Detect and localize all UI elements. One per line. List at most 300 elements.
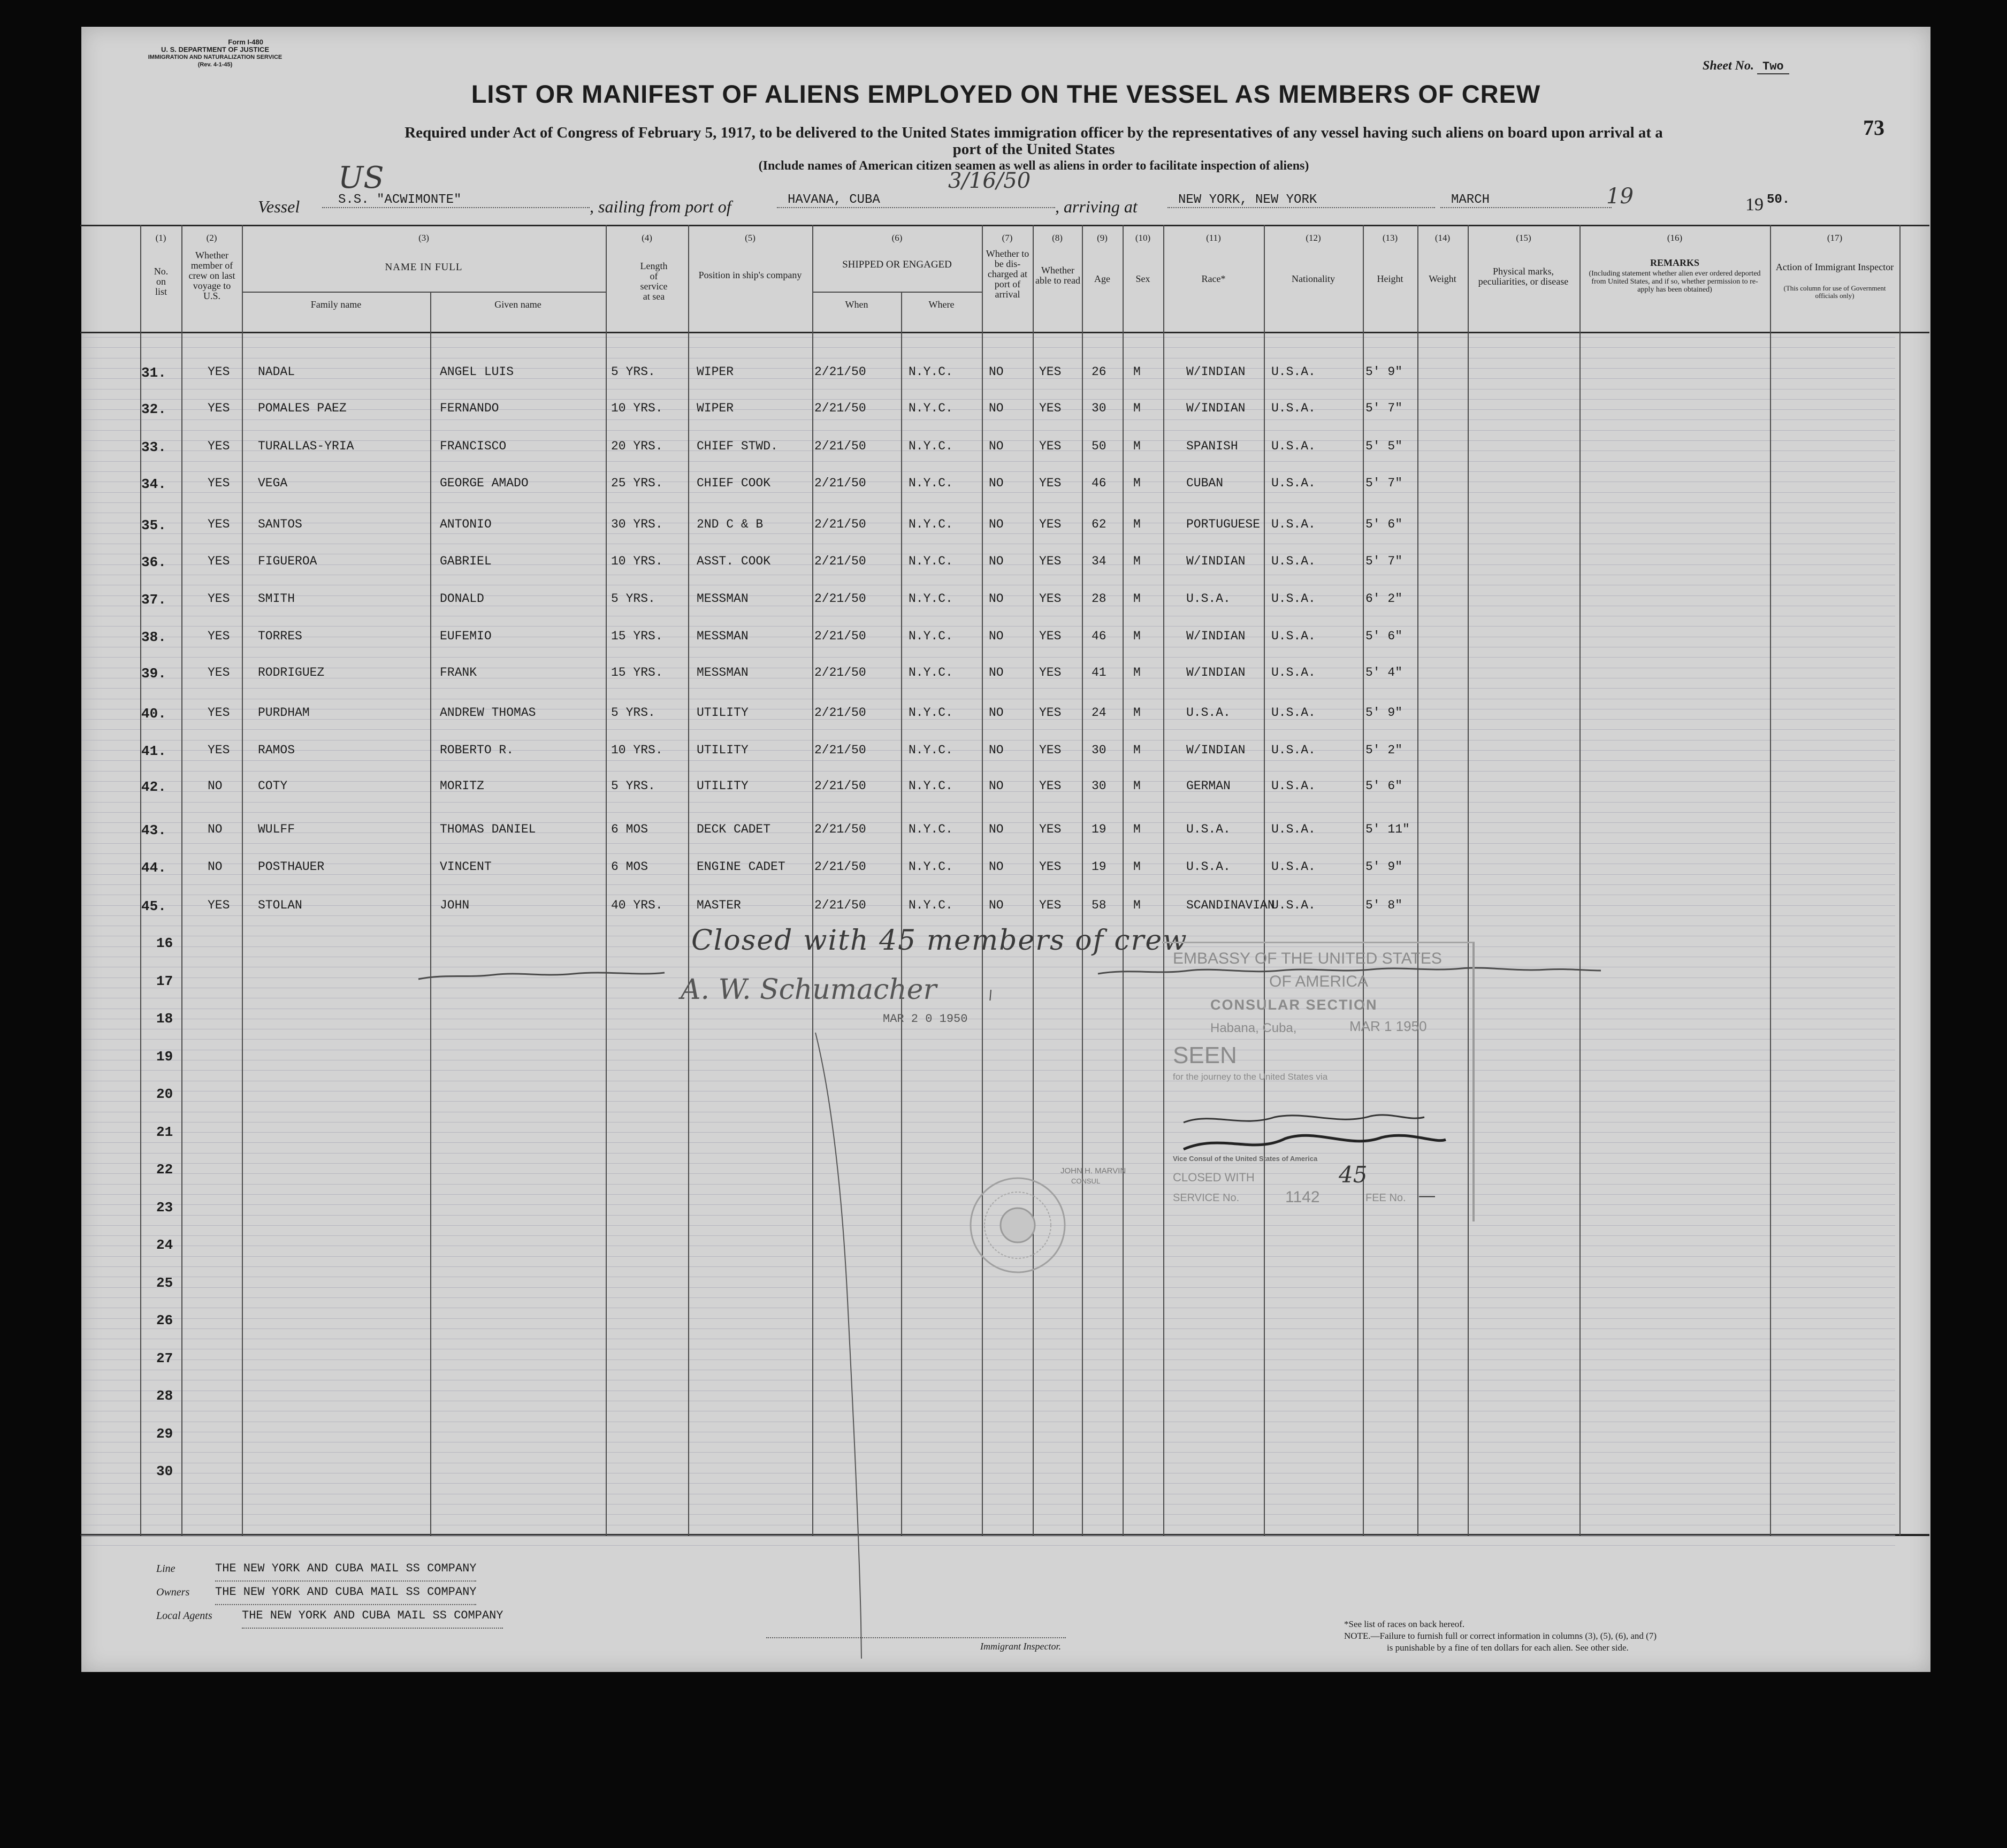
note-fine: NOTE.—Failure to furnish full or correct information in columns (3), (5), (6), and (7): [1344, 1631, 1657, 1641]
row-when: 2/21/50: [814, 706, 866, 720]
row-race: W/INDIAN: [1186, 743, 1246, 757]
row-sex: M: [1133, 898, 1141, 912]
ruled-line: [81, 791, 1895, 792]
header-length-of-service: Length of service at sea: [640, 261, 668, 302]
year-prefix: 19: [1745, 195, 1764, 215]
row-when: 2/21/50: [814, 898, 866, 912]
header-able-to-read: Whether able to read: [1035, 265, 1080, 286]
row-when: 2/21/50: [814, 401, 866, 415]
row-last: NO: [208, 860, 223, 874]
row-disch: NO: [989, 439, 1004, 453]
agents-label: Local Agents: [156, 1610, 212, 1622]
column-rule: [181, 225, 182, 1536]
column-rule: [1123, 225, 1124, 1536]
row-number: 27: [156, 1350, 173, 1366]
row-family: RODRIGUEZ: [258, 666, 325, 679]
row-last: YES: [208, 898, 230, 912]
row-where: N.Y.C.: [909, 476, 953, 490]
row-read: YES: [1039, 517, 1062, 531]
name-subheader-rule: [242, 292, 606, 293]
manifest-sheet: [81, 27, 1930, 1672]
row-where: N.Y.C.: [909, 592, 953, 606]
row-race: SPANISH: [1186, 439, 1238, 453]
stamp-service-label: SERVICE No.: [1173, 1192, 1240, 1204]
row-given: GABRIEL: [440, 554, 492, 568]
row-disch: NO: [989, 743, 1004, 757]
ruled-line: [81, 853, 1895, 854]
row-height: 5' 9": [1365, 860, 1403, 874]
row-when: 2/21/50: [814, 666, 866, 679]
column-rule: [982, 225, 983, 1536]
row-disch: NO: [989, 779, 1004, 793]
year-suffix: 50.: [1767, 193, 1790, 207]
header-given-name: Given name: [494, 299, 541, 310]
ruled-line: [81, 812, 1895, 813]
ruled-line: [81, 378, 1895, 379]
header-height: Height: [1377, 273, 1403, 284]
row-disch: NO: [989, 365, 1004, 379]
row-race: CUBAN: [1186, 476, 1224, 490]
ruled-line: [81, 1483, 1895, 1484]
ruled-line: [81, 419, 1895, 420]
row-age: 19: [1092, 822, 1106, 836]
header-when: When: [845, 299, 868, 310]
col-num: (6): [891, 233, 903, 243]
row-given: ANTONIO: [440, 517, 492, 531]
ruled-line: [81, 1163, 1895, 1164]
row-last: YES: [208, 365, 230, 379]
ruled-line: [81, 1132, 1895, 1133]
col-num: (8): [1052, 233, 1063, 243]
row-where: N.Y.C.: [909, 822, 953, 836]
row-sex: M: [1133, 439, 1141, 453]
row-read: YES: [1039, 554, 1062, 568]
row-last: YES: [208, 517, 230, 531]
stamp-line-3: CONSULAR SECTION: [1210, 997, 1378, 1013]
row-read: YES: [1039, 439, 1062, 453]
stamp-fee-value: —: [1419, 1187, 1435, 1204]
column-rule: [688, 225, 689, 1536]
row-height: 5' 4": [1365, 666, 1403, 679]
row-given: FRANCISCO: [440, 439, 507, 453]
row-given: MORITZ: [440, 779, 484, 793]
column-rule: [140, 225, 141, 1536]
row-sex: M: [1133, 860, 1141, 874]
row-service: 5 YRS.: [611, 592, 655, 606]
row-sex: M: [1133, 629, 1141, 643]
row-service: 6 MOS: [611, 860, 648, 874]
col-num: (12): [1306, 233, 1321, 243]
row-age: 50: [1092, 439, 1106, 453]
ruled-line: [81, 1153, 1895, 1154]
arrival-port: NEW YORK, NEW YORK: [1167, 193, 1435, 208]
row-read: YES: [1039, 629, 1062, 643]
row-where: N.Y.C.: [909, 365, 953, 379]
row-last: YES: [208, 439, 230, 453]
row-number: 16: [156, 935, 173, 951]
row-nat: U.S.A.: [1271, 629, 1316, 643]
row-given: VINCENT: [440, 860, 492, 874]
vessel-line: [258, 184, 1863, 219]
subtitle-line-1: Required under Act of Congress of February 5, 1917, to be delivered to the United States immigration officer by the representatives of any vessel having such aliens on board upon arrival at a: [405, 124, 1663, 141]
row-sex: M: [1133, 822, 1141, 836]
row-age: 24: [1092, 706, 1106, 720]
row-sex: M: [1133, 666, 1141, 679]
row-nat: U.S.A.: [1271, 743, 1316, 757]
row-number: 28: [156, 1388, 173, 1404]
inspector-pen-line: [810, 1033, 874, 1664]
ruled-line: [81, 822, 1895, 823]
ruled-line: [81, 564, 1895, 565]
column-rule: [1899, 225, 1901, 1536]
row-height: 5' 6": [1365, 517, 1403, 531]
ruled-line: [81, 1545, 1895, 1546]
row-height: 5' 9": [1365, 706, 1403, 720]
row-no: 39.: [141, 666, 166, 682]
column-rule: [606, 225, 607, 1536]
row-no: 34.: [141, 476, 166, 492]
row-no: 38.: [141, 629, 166, 645]
col-num: (15): [1516, 233, 1531, 243]
row-disch: NO: [989, 554, 1004, 568]
row-service: 5 YRS.: [611, 365, 655, 379]
row-when: 2/21/50: [814, 592, 866, 606]
row-nat: U.S.A.: [1271, 517, 1316, 531]
col-num: (14): [1434, 233, 1451, 243]
row-read: YES: [1039, 666, 1062, 679]
col-num: (10): [1135, 233, 1151, 243]
row-sex: M: [1133, 401, 1141, 415]
row-given: DONALD: [440, 592, 484, 606]
row-read: YES: [1039, 860, 1062, 874]
row-position: CHIEF STWD.: [697, 439, 778, 453]
row-where: N.Y.C.: [909, 860, 953, 874]
row-height: 5' 11": [1365, 822, 1410, 836]
row-family: TURALLAS-YRIA: [258, 439, 354, 453]
footer-line-row: [156, 1557, 638, 1580]
row-when: 2/21/50: [814, 365, 866, 379]
row-race: SCANDINAVIAN: [1186, 898, 1275, 912]
inspector-signature-line: [766, 1637, 1066, 1638]
row-nat: U.S.A.: [1271, 706, 1316, 720]
ruled-line: [81, 389, 1895, 390]
subtitle-line-3: (Include names of American citizen seamen as well as aliens in order to facilitate inspection of aliens): [758, 159, 1309, 173]
row-number: 21: [156, 1124, 173, 1140]
note-races: *See list of races on back hereof.: [1344, 1619, 1465, 1629]
row-height: 5' 8": [1365, 898, 1403, 912]
row-disch: NO: [989, 401, 1004, 415]
stamp-sig-line: Vice Consul of the United States of America: [1173, 1155, 1318, 1163]
row-age: 28: [1092, 592, 1106, 606]
column-rule: [242, 225, 243, 1536]
row-no: 31.: [141, 365, 166, 381]
row-sex: M: [1133, 476, 1141, 490]
row-no: 36.: [141, 554, 166, 570]
ruled-line: [81, 337, 1895, 338]
stamp-fee-label: FEE No.: [1365, 1192, 1406, 1204]
ruled-line: [81, 368, 1895, 369]
row-nat: U.S.A.: [1271, 666, 1316, 679]
ruled-line: [81, 595, 1895, 596]
col-num: (3): [418, 233, 429, 243]
row-race: U.S.A.: [1186, 706, 1231, 720]
ruled-line: [81, 1328, 1895, 1329]
ruled-line: [81, 1287, 1895, 1288]
row-position: DECK CADET: [697, 822, 771, 836]
row-no: 35.: [141, 517, 166, 533]
row-height: 5' 6": [1365, 779, 1403, 793]
row-race: U.S.A.: [1186, 860, 1231, 874]
row-service: 20 YRS.: [611, 439, 663, 453]
row-family: NADAL: [258, 365, 295, 379]
row-number: 25: [156, 1274, 173, 1291]
header-remarks: REMARKS: [1650, 257, 1699, 268]
row-height: 5' 7": [1365, 401, 1403, 415]
header-where: Where: [928, 299, 955, 310]
column-rule: [1770, 225, 1771, 1536]
footer: [156, 1557, 638, 1628]
form-block: [146, 39, 285, 68]
row-when: 2/21/50: [814, 554, 866, 568]
ruled-line: [81, 1142, 1895, 1143]
header-physical-marks: Physical marks, peculiarities, or disease: [1478, 266, 1569, 287]
ruled-line: [81, 1535, 1895, 1536]
row-disch: NO: [989, 860, 1004, 874]
footer-owners-row: [156, 1580, 638, 1604]
row-age: 30: [1092, 401, 1106, 415]
row-age: 58: [1092, 898, 1106, 912]
ruled-line: [81, 729, 1895, 730]
row-number: 19: [156, 1048, 173, 1065]
page-number: 73: [1863, 116, 1884, 140]
row-race: W/INDIAN: [1186, 629, 1246, 643]
footer-notes: [1344, 1618, 1657, 1654]
table-top-border: [80, 225, 1929, 226]
shipped-subheader-rule: [812, 292, 982, 293]
row-sex: M: [1133, 779, 1141, 793]
ruled-line: [81, 533, 1895, 534]
row-given: ANDREW THOMAS: [440, 706, 536, 720]
row-nat: U.S.A.: [1271, 592, 1316, 606]
ruled-line: [81, 1039, 1895, 1040]
column-rule: [901, 292, 902, 1536]
row-no: 32.: [141, 401, 166, 417]
row-disch: NO: [989, 476, 1004, 490]
header-name-in-full: NAME IN FULL: [385, 262, 463, 273]
stamp-place: Habana, Cuba,: [1210, 1021, 1297, 1035]
row-service: 25 YRS.: [611, 476, 663, 490]
header-family-name: Family name: [310, 299, 362, 310]
row-given: ANGEL LUIS: [440, 365, 514, 379]
row-position: 2ND C & B: [697, 517, 764, 531]
row-nat: U.S.A.: [1271, 401, 1316, 415]
row-position: MESSMAN: [697, 629, 749, 643]
row-age: 30: [1092, 779, 1106, 793]
row-where: N.Y.C.: [909, 439, 953, 453]
stamp-handwriting: [1178, 1106, 1456, 1155]
row-race: W/INDIAN: [1186, 401, 1246, 415]
embossed-seal: [964, 1172, 1071, 1279]
table-header-rule: [80, 332, 1929, 333]
ruled-line: [81, 884, 1895, 885]
row-read: YES: [1039, 743, 1062, 757]
row-race: PORTUGUESE: [1186, 517, 1261, 531]
header-position: Position in ship's company: [698, 270, 802, 280]
row-given: ROBERTO R.: [440, 743, 514, 757]
ruled-line: [81, 461, 1895, 462]
row-family: VEGA: [258, 476, 288, 490]
row-disch: NO: [989, 898, 1004, 912]
stamp-service-value: 1142: [1285, 1188, 1320, 1206]
ruled-line: [81, 719, 1895, 720]
header-remarks-note: (Including statement whether alien ever ordered deported from United States, and if so, whether permission to re-apply has been obtained): [1589, 270, 1761, 294]
row-family: POSTHAUER: [258, 860, 325, 874]
row-read: YES: [1039, 779, 1062, 793]
row-when: 2/21/50: [814, 629, 866, 643]
row-race: U.S.A.: [1186, 592, 1231, 606]
consul-title: CONSUL: [1071, 1177, 1101, 1185]
row-when: 2/21/50: [814, 743, 866, 757]
ruled-line: [81, 760, 1895, 761]
row-height: 5' 9": [1365, 365, 1403, 379]
row-service: 15 YRS.: [611, 666, 663, 679]
header-discharged: Whether to be dis-charged at port of arrival: [986, 248, 1029, 300]
row-last: YES: [208, 476, 230, 490]
header-shipped-engaged: SHIPPED OR ENGAGED: [842, 259, 952, 270]
row-height: 6' 2": [1365, 592, 1403, 606]
row-no: 42.: [141, 779, 166, 795]
sheet-number: [1703, 59, 1789, 73]
row-position: MASTER: [697, 898, 741, 912]
row-race: W/INDIAN: [1186, 365, 1246, 379]
row-service: 40 YRS.: [611, 898, 663, 912]
row-no: 43.: [141, 822, 166, 838]
row-sex: M: [1133, 706, 1141, 720]
row-nat: U.S.A.: [1271, 365, 1316, 379]
owners-label: Owners: [156, 1586, 190, 1598]
arrival-date-stamp: MAR 2 0 1950: [883, 1012, 968, 1026]
row-age: 46: [1092, 476, 1106, 490]
row-height: 5' 6": [1365, 629, 1403, 643]
form-rev: (Rev. 4-1-45): [197, 62, 233, 68]
row-number: 22: [156, 1162, 173, 1178]
row-disch: NO: [989, 666, 1004, 679]
column-rule: [1468, 225, 1469, 1536]
row-family: POMALES PAEZ: [258, 401, 347, 415]
row-read: YES: [1039, 401, 1062, 415]
row-when: 2/21/50: [814, 517, 866, 531]
row-given: JOHN: [440, 898, 470, 912]
vessel-label: Vessel: [258, 197, 300, 216]
row-service: 10 YRS.: [611, 401, 663, 415]
row-age: 34: [1092, 554, 1106, 568]
row-where: N.Y.C.: [909, 629, 953, 643]
row-disch: NO: [989, 629, 1004, 643]
arriving-label: , arriving at: [1055, 197, 1138, 216]
row-family: FIGUEROA: [258, 554, 317, 568]
row-position: WIPER: [697, 401, 734, 415]
col-num: (13): [1382, 233, 1398, 243]
row-read: YES: [1039, 706, 1062, 720]
row-when: 2/21/50: [814, 860, 866, 874]
row-where: N.Y.C.: [909, 666, 953, 679]
stamp-date: MAR 1 1950: [1349, 1018, 1427, 1034]
row-no: 45.: [141, 898, 166, 914]
header-action: Action of Immigrant Inspector: [1775, 262, 1894, 272]
column-rule: [1033, 225, 1034, 1536]
row-no: 40.: [141, 706, 166, 722]
ruled-line: [81, 688, 1895, 689]
row-service: 5 YRS.: [611, 706, 655, 720]
row-service: 10 YRS.: [611, 554, 663, 568]
row-number: 20: [156, 1086, 173, 1102]
row-position: ENGINE CADET: [697, 860, 785, 874]
row-height: 5' 7": [1365, 476, 1403, 490]
stamp-closed-label: CLOSED WITH: [1173, 1171, 1255, 1184]
owners-value: THE NEW YORK AND CUBA MAIL SS COMPANY: [215, 1580, 476, 1605]
row-position: MESSMAN: [697, 592, 749, 606]
row-when: 2/21/50: [814, 822, 866, 836]
agents-value: THE NEW YORK AND CUBA MAIL SS COMPANY: [242, 1604, 503, 1629]
row-read: YES: [1039, 898, 1062, 912]
header-sex: Sex: [1135, 273, 1150, 284]
form-number: Form I-480: [228, 38, 263, 46]
ruled-line: [81, 843, 1895, 844]
row-no: 37.: [141, 592, 166, 608]
column-rule: [1082, 225, 1083, 1536]
col-num: (11): [1206, 233, 1221, 243]
row-position: UTILITY: [697, 706, 749, 720]
row-position: CHIEF COOK: [697, 476, 771, 490]
stamp-seen: SEEN: [1173, 1042, 1237, 1068]
row-sex: M: [1133, 554, 1141, 568]
row-given: GEORGE AMADO: [440, 476, 529, 490]
row-last: YES: [208, 706, 230, 720]
col-num: (4): [642, 233, 652, 243]
row-nat: U.S.A.: [1271, 898, 1316, 912]
column-rule: [1363, 225, 1364, 1536]
ruled-line: [81, 657, 1895, 658]
row-number: 24: [156, 1237, 173, 1253]
row-family: COTY: [258, 779, 288, 793]
header-last-voyage: Whether member of crew on last voyage to U.S.: [188, 250, 235, 301]
port-value: HAVANA, CUBA: [777, 193, 1055, 208]
row-sex: M: [1133, 592, 1141, 606]
row-read: YES: [1039, 365, 1062, 379]
row-disch: NO: [989, 517, 1004, 531]
header-race: Race*: [1201, 273, 1226, 284]
row-race: GERMAN: [1186, 779, 1231, 793]
us-note: US: [338, 161, 384, 195]
row-read: YES: [1039, 592, 1062, 606]
row-disch: NO: [989, 822, 1004, 836]
stamp-closed-value: 45: [1339, 1162, 1368, 1188]
ruled-line: [81, 750, 1895, 751]
row-service: 5 YRS.: [611, 779, 655, 793]
header-nationality: Nationality: [1292, 273, 1335, 284]
date-note: 3/16/50: [948, 169, 1031, 193]
column-rule: [1163, 225, 1164, 1536]
row-when: 2/21/50: [814, 439, 866, 453]
row-nat: U.S.A.: [1271, 554, 1316, 568]
row-number: 26: [156, 1312, 173, 1328]
row-race: U.S.A.: [1186, 822, 1231, 836]
vessel-name: S.S. "ACWIMONTE": [322, 193, 590, 208]
row-where: N.Y.C.: [909, 517, 953, 531]
ruled-line: [81, 1297, 1895, 1298]
ruled-line: [81, 502, 1895, 503]
row-nat: U.S.A.: [1271, 439, 1316, 453]
